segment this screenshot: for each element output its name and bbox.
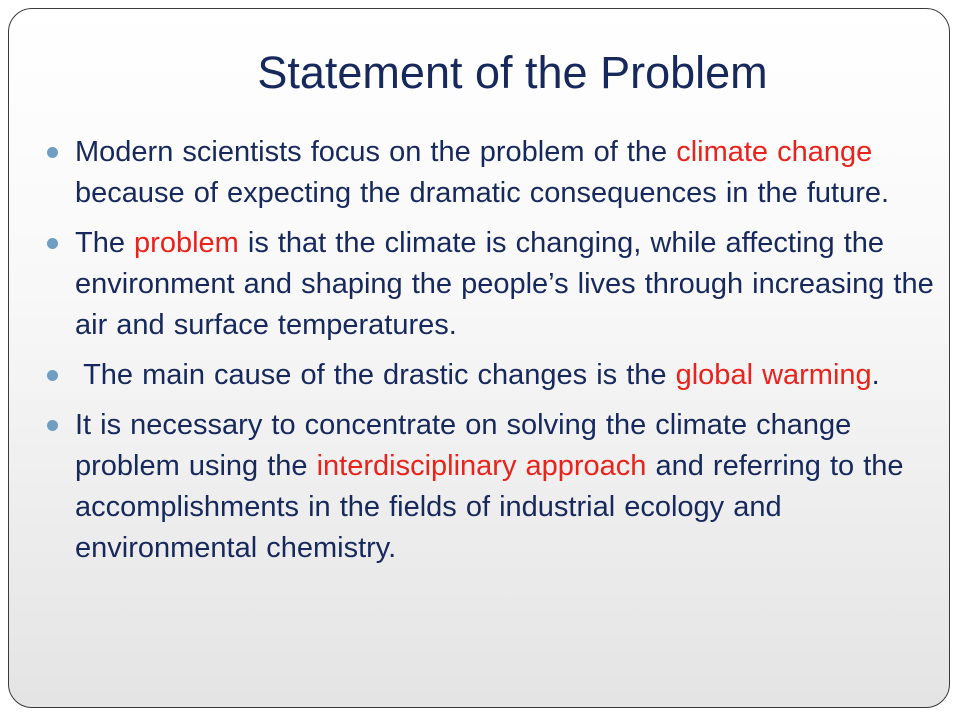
bullet-dot-icon xyxy=(47,420,58,431)
bullet-text: It is necessary to concentrate on solving the climate change problem using the xyxy=(75,409,852,482)
highlight-text: climate change xyxy=(676,136,873,168)
bullet-text: and referring to the accomplishments in the fields of industrial ecology and environmental chemistry. xyxy=(75,450,904,564)
highlight-text: problem xyxy=(134,227,239,259)
slide-title: Statement of the Problem xyxy=(257,47,768,98)
bullet-text: The main cause of the drastic changes is the xyxy=(75,359,676,391)
bullet-text: because of expecting the dramatic consequences in the future. xyxy=(75,177,890,209)
bullet-item xyxy=(75,223,945,346)
bullet-item xyxy=(75,355,945,396)
bullet-text: The xyxy=(75,227,135,259)
slide xyxy=(8,8,950,708)
highlight-text: global warming xyxy=(675,359,872,391)
highlight-text: interdisciplinary approach xyxy=(316,450,647,482)
bullet-dot-icon xyxy=(47,238,58,249)
bullet-dot-icon xyxy=(47,370,58,381)
bullet-dot-icon xyxy=(47,147,58,158)
bullet-item xyxy=(75,132,945,214)
bullet-item xyxy=(75,405,945,569)
bullet-text: Modern scientists focus on the problem of the xyxy=(75,136,677,168)
bullet-text: . xyxy=(871,359,880,391)
bullet-text: is that the climate is changing, while affecting the environment and shaping the people’s lives through increasing the air and surface temperatures. xyxy=(75,227,934,341)
bullet-list xyxy=(75,132,945,578)
